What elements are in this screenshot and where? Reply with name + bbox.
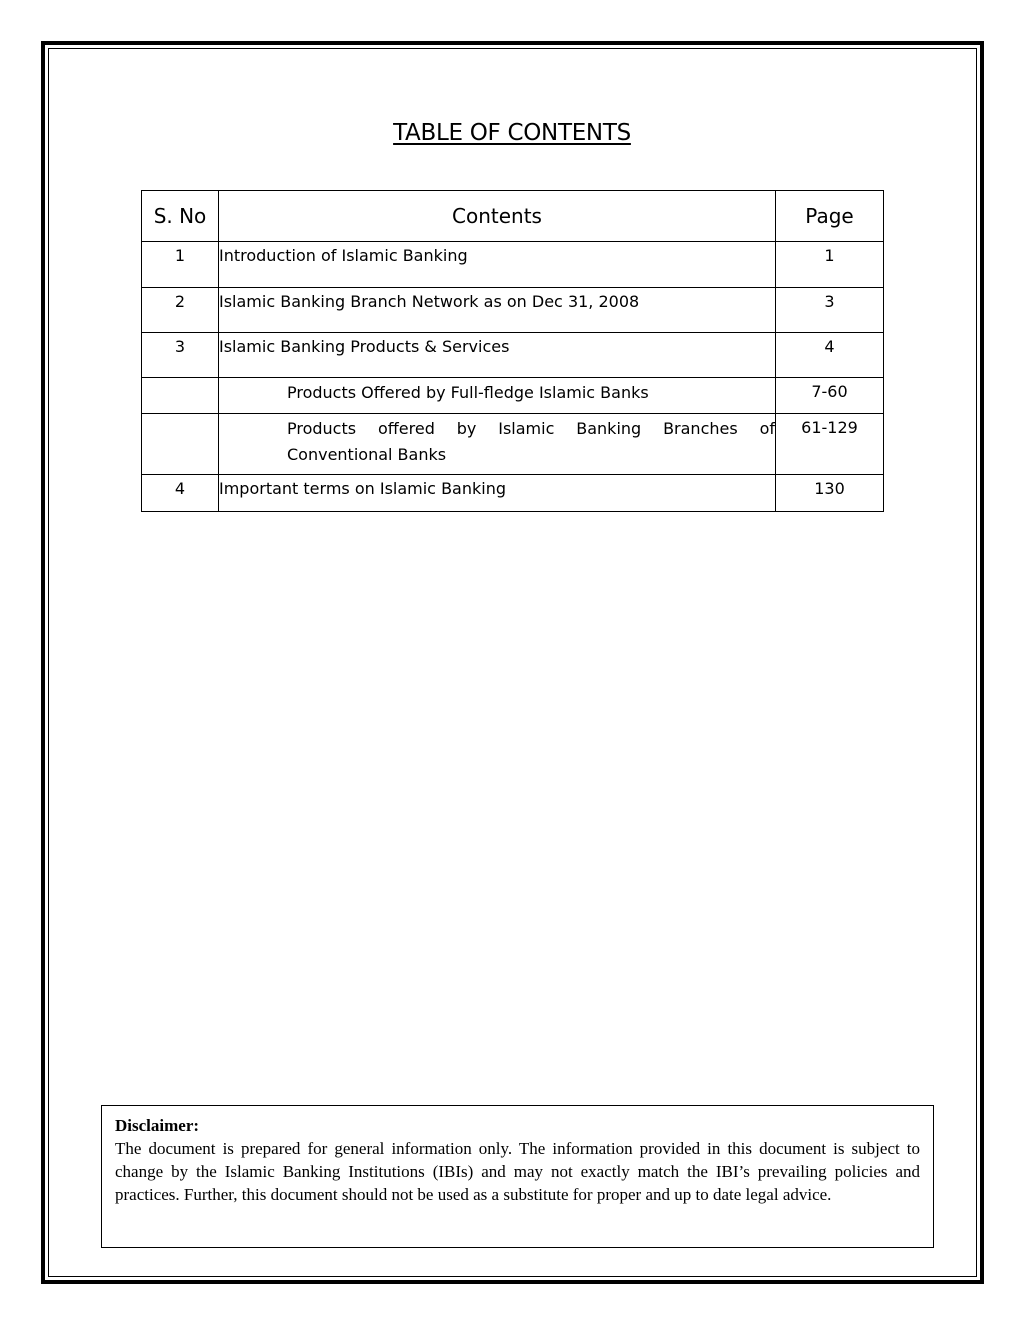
table-row	[142, 333, 884, 378]
row-page: 61-129	[776, 414, 884, 475]
disclaimer-box	[101, 1105, 934, 1248]
table-row	[142, 288, 884, 333]
page-title: TABLE OF CONTENTS	[393, 120, 631, 146]
row-sno: 4	[142, 475, 219, 512]
contents-table	[141, 190, 884, 512]
row-sno	[142, 378, 219, 414]
row-page: 7-60	[776, 378, 884, 414]
row-page: 4	[776, 333, 884, 378]
header-sno: S. No	[142, 191, 219, 242]
disclaimer-heading: Disclaimer:	[115, 1116, 200, 1135]
row-sno: 2	[142, 288, 219, 333]
row-contents: Islamic Banking Branch Network as on Dec 31, 2008	[219, 288, 776, 333]
row-contents: Islamic Banking Products & Services	[219, 333, 776, 378]
table-row	[142, 242, 884, 288]
disclaimer-text: The document is prepared for general information only. The information provided in this document is subject to change by the Islamic Banking Institutions (IBIs) and may not exactly match the IBI’s prevailing policies and practices. Further, this document should not be used as a substitute for proper and up to date legal advice.	[115, 1139, 920, 1204]
row-contents: Introduction of Islamic Banking	[219, 242, 776, 288]
row-sno: 1	[142, 242, 219, 288]
row-sno	[142, 414, 219, 475]
row-contents: Important terms on Islamic Banking	[219, 475, 776, 512]
row-page: 3	[776, 288, 884, 333]
header-contents: Contents	[219, 191, 776, 242]
row-page: 130	[776, 475, 884, 512]
row-page: 1	[776, 242, 884, 288]
table-header-row	[142, 191, 884, 242]
table-row	[142, 475, 884, 512]
table-row	[142, 414, 884, 475]
row-sno: 3	[142, 333, 219, 378]
row-contents: Products offered by Islamic Banking Branches of Conventional Banks	[219, 414, 776, 475]
header-page: Page	[776, 191, 884, 242]
table-row	[142, 378, 884, 414]
row-contents: Products Offered by Full-fledge Islamic Banks	[219, 378, 776, 414]
